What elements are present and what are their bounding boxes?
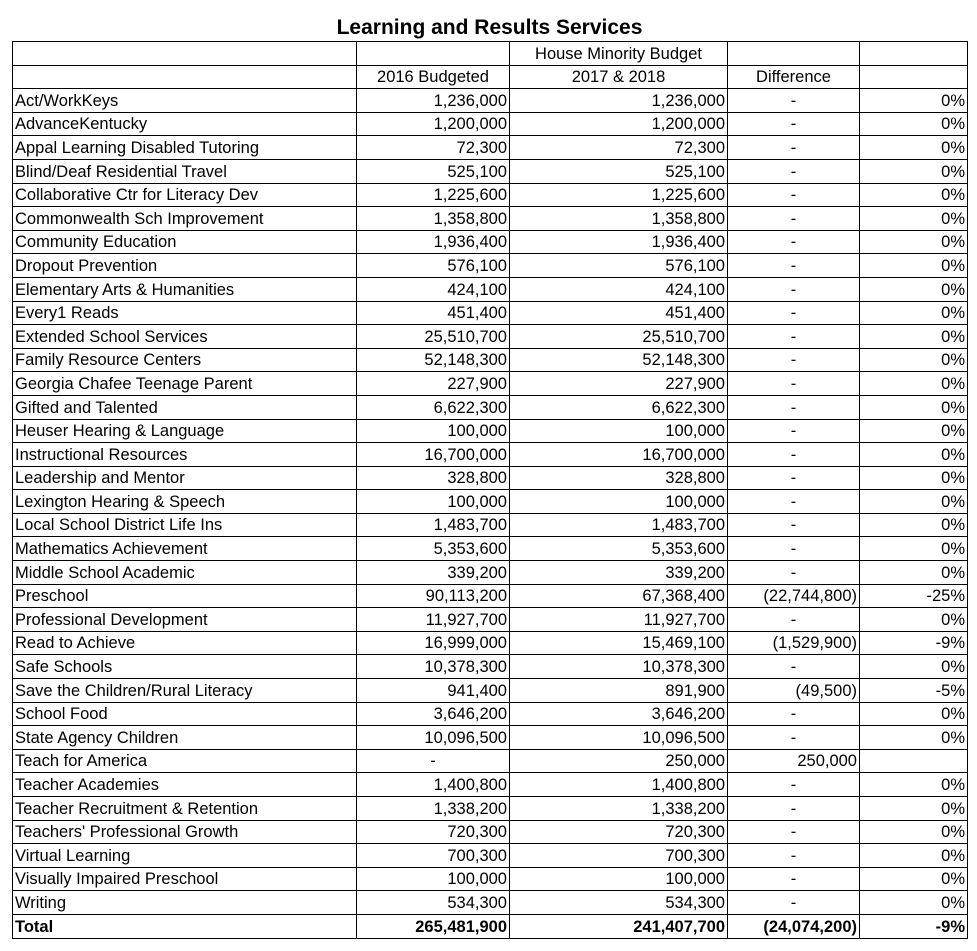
row-name: Heuser Hearing & Language	[13, 419, 357, 443]
table-row	[13, 443, 968, 467]
row-2016-value: 424,100	[357, 277, 510, 301]
row-percent-change: 0%	[860, 372, 968, 396]
row-2017-2018-value: 10,378,300	[510, 655, 728, 679]
row-name: Writing	[13, 891, 357, 915]
row-percent-change: 0%	[860, 348, 968, 372]
row-percent-change: 0%	[860, 277, 968, 301]
row-2016-value: 72,300	[357, 136, 510, 160]
budget-table	[12, 41, 968, 939]
row-percent-change: 0%	[860, 797, 968, 821]
row-percent-change: 0%	[860, 537, 968, 561]
table-row	[13, 867, 968, 891]
table-row	[13, 608, 968, 632]
row-name: AdvanceKentucky	[13, 112, 357, 136]
row-2016-value: 720,300	[357, 820, 510, 844]
row-2016-value: 16,700,000	[357, 443, 510, 467]
table-row	[13, 797, 968, 821]
row-difference: -	[728, 867, 860, 891]
row-2017-2018-value: 16,700,000	[510, 443, 728, 467]
row-2017-2018-value: 100,000	[510, 867, 728, 891]
row-name: Teacher Academies	[13, 773, 357, 797]
table-row	[13, 230, 968, 254]
row-percent-change: 0%	[860, 513, 968, 537]
header-blank-cell	[13, 65, 357, 89]
row-2016-value: 25,510,700	[357, 325, 510, 349]
table-row	[13, 655, 968, 679]
row-2017-2018-value: 525,100	[510, 159, 728, 183]
row-name: Family Resource Centers	[13, 348, 357, 372]
row-2017-2018-value: 11,927,700	[510, 608, 728, 632]
row-percent-change	[860, 749, 968, 773]
row-difference: -	[728, 183, 860, 207]
table-row	[13, 207, 968, 231]
row-2017-2018-value: 10,096,500	[510, 726, 728, 750]
row-difference: -	[728, 608, 860, 632]
total-row	[13, 914, 968, 938]
row-difference: 250,000	[728, 749, 860, 773]
row-2017-2018-value: 67,368,400	[510, 584, 728, 608]
row-name: Middle School Academic	[13, 561, 357, 585]
row-2016-value: 265,481,900	[357, 914, 510, 938]
row-2016-value: 534,300	[357, 891, 510, 915]
row-percent-change: 0%	[860, 254, 968, 278]
row-difference: -	[728, 230, 860, 254]
row-percent-change: 0%	[860, 844, 968, 868]
header-blank-cell	[13, 42, 357, 66]
header-2017-2018: 2017 & 2018	[510, 65, 728, 89]
row-2017-2018-value: 6,622,300	[510, 395, 728, 419]
sheet-title: Learning and Results Services	[336, 16, 643, 39]
row-name: Total	[13, 914, 357, 938]
table-row	[13, 726, 968, 750]
row-difference: -	[728, 891, 860, 915]
row-difference: -	[728, 395, 860, 419]
row-name: Lexington Hearing & Speech	[13, 490, 357, 514]
row-2016-value: 576,100	[357, 254, 510, 278]
row-difference: -	[728, 773, 860, 797]
row-2017-2018-value: 100,000	[510, 419, 728, 443]
row-2017-2018-value: 1,483,700	[510, 513, 728, 537]
row-difference: -	[728, 844, 860, 868]
row-2016-value: 16,999,000	[357, 631, 510, 655]
row-percent-change: 0%	[860, 490, 968, 514]
table-row	[13, 844, 968, 868]
table-row	[13, 159, 968, 183]
row-2016-value: 451,400	[357, 301, 510, 325]
table-row	[13, 372, 968, 396]
row-2017-2018-value: 339,200	[510, 561, 728, 585]
row-percent-change: -5%	[860, 679, 968, 703]
table-row	[13, 395, 968, 419]
row-2017-2018-value: 5,353,600	[510, 537, 728, 561]
row-2016-value: 1,225,600	[357, 183, 510, 207]
row-difference: -	[728, 136, 860, 160]
table-row	[13, 136, 968, 160]
row-2017-2018-value: 700,300	[510, 844, 728, 868]
row-name: Gifted and Talented	[13, 395, 357, 419]
row-difference: -	[728, 466, 860, 490]
row-2017-2018-value: 227,900	[510, 372, 728, 396]
table-row	[13, 419, 968, 443]
row-2017-2018-value: 328,800	[510, 466, 728, 490]
row-percent-change: 0%	[860, 325, 968, 349]
row-2016-value: 1,358,800	[357, 207, 510, 231]
row-2017-2018-value: 1,358,800	[510, 207, 728, 231]
row-2016-value: 100,000	[357, 867, 510, 891]
row-difference: -	[728, 797, 860, 821]
row-2017-2018-value: 1,338,200	[510, 797, 728, 821]
table-row	[13, 466, 968, 490]
row-difference: -	[728, 325, 860, 349]
header-row-columns	[13, 65, 968, 89]
row-difference: -	[728, 820, 860, 844]
row-percent-change: -25%	[860, 584, 968, 608]
row-2017-2018-value: 891,900	[510, 679, 728, 703]
table-row	[13, 537, 968, 561]
row-2016-value: 1,400,800	[357, 773, 510, 797]
row-2016-value: 5,353,600	[357, 537, 510, 561]
row-2017-2018-value: 25,510,700	[510, 325, 728, 349]
row-2017-2018-value: 534,300	[510, 891, 728, 915]
row-difference: -	[728, 301, 860, 325]
row-2017-2018-value: 1,936,400	[510, 230, 728, 254]
row-percent-change: 0%	[860, 207, 968, 231]
row-2017-2018-value: 576,100	[510, 254, 728, 278]
row-name: Collaborative Ctr for Literacy Dev	[13, 183, 357, 207]
row-difference: -	[728, 443, 860, 467]
row-2017-2018-value: 3,646,200	[510, 702, 728, 726]
header-row-group	[13, 42, 968, 66]
row-percent-change: 0%	[860, 867, 968, 891]
row-percent-change: 0%	[860, 230, 968, 254]
row-2016-value: 10,378,300	[357, 655, 510, 679]
table-row	[13, 277, 968, 301]
header-group-label: House Minority Budget	[510, 42, 728, 66]
row-difference: -	[728, 348, 860, 372]
row-percent-change: 0%	[860, 443, 968, 467]
header-blank-cell	[728, 42, 860, 66]
table-row	[13, 702, 968, 726]
row-2016-value: 339,200	[357, 561, 510, 585]
row-name: Extended School Services	[13, 325, 357, 349]
table-row	[13, 301, 968, 325]
row-percent-change: 0%	[860, 655, 968, 679]
row-difference: -	[728, 490, 860, 514]
table-row	[13, 348, 968, 372]
header-difference: Difference	[728, 65, 860, 89]
row-percent-change: 0%	[860, 466, 968, 490]
row-difference: -	[728, 702, 860, 726]
table-row	[13, 490, 968, 514]
row-2016-value: 1,200,000	[357, 112, 510, 136]
row-difference: (49,500)	[728, 679, 860, 703]
row-difference: -	[728, 561, 860, 585]
row-name: Virtual Learning	[13, 844, 357, 868]
row-difference: -	[728, 89, 860, 113]
row-percent-change: 0%	[860, 820, 968, 844]
row-2016-value: 10,096,500	[357, 726, 510, 750]
row-2016-value: 90,113,200	[357, 584, 510, 608]
row-percent-change: 0%	[860, 891, 968, 915]
table-row	[13, 891, 968, 915]
row-2017-2018-value: 250,000	[510, 749, 728, 773]
table-row	[13, 679, 968, 703]
row-difference: -	[728, 537, 860, 561]
table-row	[13, 112, 968, 136]
row-percent-change: 0%	[860, 159, 968, 183]
row-2017-2018-value: 1,400,800	[510, 773, 728, 797]
row-2016-value: 100,000	[357, 490, 510, 514]
row-2016-value: 1,483,700	[357, 513, 510, 537]
row-name: Commonwealth Sch Improvement	[13, 207, 357, 231]
row-name: Teachers' Professional Growth	[13, 820, 357, 844]
row-percent-change: -9%	[860, 914, 968, 938]
row-percent-change: 0%	[860, 702, 968, 726]
row-difference: -	[728, 726, 860, 750]
header-blank-cell	[860, 42, 968, 66]
header-blank-cell	[357, 42, 510, 66]
row-2017-2018-value: 100,000	[510, 490, 728, 514]
row-name: Act/WorkKeys	[13, 89, 357, 113]
row-difference: (22,744,800)	[728, 584, 860, 608]
row-2016-value: 3,646,200	[357, 702, 510, 726]
row-name: Mathematics Achievement	[13, 537, 357, 561]
row-percent-change: 0%	[860, 608, 968, 632]
row-2016-value: 227,900	[357, 372, 510, 396]
table-row	[13, 183, 968, 207]
row-difference: -	[728, 207, 860, 231]
table-row	[13, 513, 968, 537]
row-percent-change: 0%	[860, 419, 968, 443]
row-name: Elementary Arts & Humanities	[13, 277, 357, 301]
table-row	[13, 773, 968, 797]
row-2017-2018-value: 1,225,600	[510, 183, 728, 207]
row-name: Dropout Prevention	[13, 254, 357, 278]
table-row	[13, 584, 968, 608]
row-difference: -	[728, 419, 860, 443]
row-difference: -	[728, 254, 860, 278]
row-2016-value: -	[357, 749, 510, 773]
row-2017-2018-value: 241,407,700	[510, 914, 728, 938]
row-2017-2018-value: 451,400	[510, 301, 728, 325]
row-difference: -	[728, 112, 860, 136]
row-name: Appal Learning Disabled Tutoring	[13, 136, 357, 160]
table-row	[13, 254, 968, 278]
row-percent-change: 0%	[860, 726, 968, 750]
row-name: Visually Impaired Preschool	[13, 867, 357, 891]
row-name: State Agency Children	[13, 726, 357, 750]
row-percent-change: 0%	[860, 112, 968, 136]
budget-table-body	[13, 42, 968, 939]
table-row	[13, 325, 968, 349]
row-percent-change: 0%	[860, 183, 968, 207]
row-name: Local School District Life Ins	[13, 513, 357, 537]
row-name: Instructional Resources	[13, 443, 357, 467]
table-row	[13, 749, 968, 773]
table-row	[13, 820, 968, 844]
row-percent-change: 0%	[860, 773, 968, 797]
row-2017-2018-value: 52,148,300	[510, 348, 728, 372]
row-percent-change: 0%	[860, 395, 968, 419]
row-2017-2018-value: 72,300	[510, 136, 728, 160]
row-name: Leadership and Mentor	[13, 466, 357, 490]
row-2017-2018-value: 15,469,100	[510, 631, 728, 655]
table-row	[13, 89, 968, 113]
row-2016-value: 941,400	[357, 679, 510, 703]
row-percent-change: -9%	[860, 631, 968, 655]
row-difference: (24,074,200)	[728, 914, 860, 938]
row-2016-value: 1,936,400	[357, 230, 510, 254]
row-name: Teach for America	[13, 749, 357, 773]
header-blank-cell	[860, 65, 968, 89]
row-name: Safe Schools	[13, 655, 357, 679]
table-row	[13, 561, 968, 585]
row-2016-value: 700,300	[357, 844, 510, 868]
row-name: School Food	[13, 702, 357, 726]
row-2016-value: 525,100	[357, 159, 510, 183]
row-percent-change: 0%	[860, 136, 968, 160]
row-percent-change: 0%	[860, 301, 968, 325]
row-name: Professional Development	[13, 608, 357, 632]
row-2016-value: 328,800	[357, 466, 510, 490]
row-name: Read to Achieve	[13, 631, 357, 655]
row-2017-2018-value: 720,300	[510, 820, 728, 844]
row-2016-value: 1,338,200	[357, 797, 510, 821]
row-name: Georgia Chafee Teenage Parent	[13, 372, 357, 396]
row-difference: -	[728, 655, 860, 679]
row-name: Every1 Reads	[13, 301, 357, 325]
row-name: Community Education	[13, 230, 357, 254]
row-name: Blind/Deaf Residential Travel	[13, 159, 357, 183]
row-difference: -	[728, 277, 860, 301]
row-name: Teacher Recruitment & Retention	[13, 797, 357, 821]
row-name: Preschool	[13, 584, 357, 608]
row-2016-value: 11,927,700	[357, 608, 510, 632]
row-difference: -	[728, 372, 860, 396]
table-row	[13, 631, 968, 655]
row-2017-2018-value: 1,200,000	[510, 112, 728, 136]
row-2016-value: 6,622,300	[357, 395, 510, 419]
row-name: Save the Children/Rural Literacy	[13, 679, 357, 703]
row-2017-2018-value: 424,100	[510, 277, 728, 301]
row-2016-value: 52,148,300	[357, 348, 510, 372]
row-difference: (1,529,900)	[728, 631, 860, 655]
row-2017-2018-value: 1,236,000	[510, 89, 728, 113]
row-percent-change: 0%	[860, 89, 968, 113]
row-2016-value: 100,000	[357, 419, 510, 443]
header-2016-budgeted: 2016 Budgeted	[357, 65, 510, 89]
row-difference: -	[728, 159, 860, 183]
row-percent-change: 0%	[860, 561, 968, 585]
row-difference: -	[728, 513, 860, 537]
row-2016-value: 1,236,000	[357, 89, 510, 113]
